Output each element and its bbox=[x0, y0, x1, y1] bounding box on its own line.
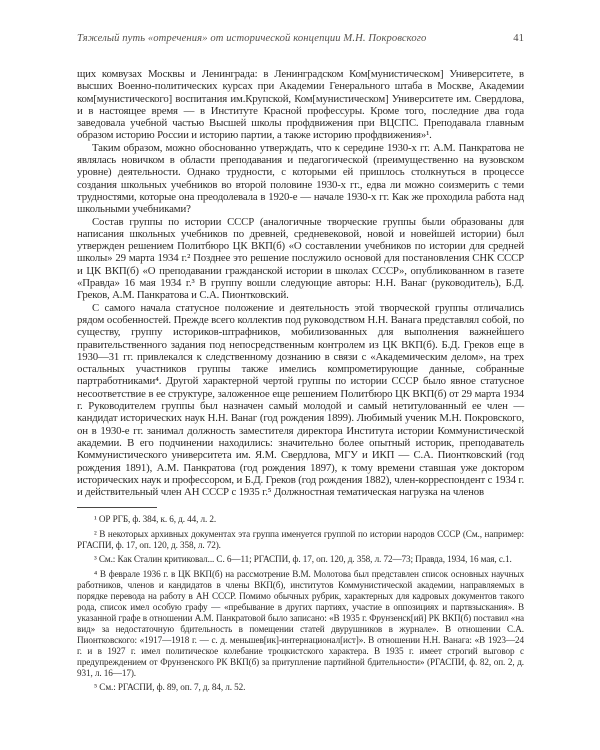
body-paragraph: щих комвузах Москвы и Ленинграда: в Ленинградском Ком[мунистическом] Университете, в высших Военно-политических курсах при Академии Генерального штаба в Москве, Академии ком[мунистического] воспитания им.Крупской, Ком[мунистическом] Университете им. Свердлова, и в настоящее время — в Институте Красной профессуры. Кроме того, последние два года заведовала учебной частью Высшей школы профдвижения при ВЦСПС. Преподавала главным образом историю России и историю партии, а также историю профдвижения»¹. bbox=[77, 68, 524, 142]
footnote: ⁴ В феврале 1936 г. в ЦК ВКП(б) на рассмотрение В.М. Молотова был представлен список основных научных работников, членов и кандидатов в члены ВКП(б), институтов Коммунистической академии, направляемых в порядке перевода на работу в АН СССР. Помимо обычных рубрик, характерных для кадровых документов такого рода, список имел особую графу — «пребывание в других партиях, участие в оппозициях и партвзыскания». В указанной графе в отношении А.М. Панкратовой было записано: «В 1935 г. Фрунзенск[ий] РК ВКП(б) поставил «на вид» за недостаточную бдительность в помещении статей двурушников в журнале». В отношении С.А. Пионтковского: «1917—1918 г. — с. д. меньшев[ик]-интернационал[ист]». В отношении Н.Н. Ванага: «В 1923—24 г. и в 1927 г. имел политическое колебание троцкистского характера. В 1935 г. имеет строгий выговор с предупреждением от Фрунзенского РК ВКП(б) за притупление партийной бдительности» (РГАСПИ, ф. 82, оп. 2, д. 931, л. 16—17). bbox=[77, 568, 524, 678]
running-title: Тяжелый путь «отречения» от исторической концепции М.Н. Покровского bbox=[77, 33, 427, 44]
body-paragraph: Таким образом, можно обоснованно утверждать, что к середине 1930-х гг. А.М. Панкратова не являлась новичком в области преподавания и педагогической (преимущественно на вузовском уровне) деятельности. Однако трудности, с которыми ей пришлось столкнуться в процессе создания школьных учебников во второй половине 1930-х гг., едва ли можно соизмерить с теми трудностями, которые она преодолевала в 1920-е — начале 1930-х гг. Как же проходила работа над школьными учебниками? bbox=[77, 141, 524, 216]
footnote: ³ См.: Как Сталин критиковал... С. 6—11; РГАСПИ, ф. 17, оп. 120, д. 358, л. 72—73; Правда, 1934, 16 мая, с.1. bbox=[94, 554, 512, 565]
article-body bbox=[77, 68, 524, 498]
body-paragraph: Состав группы по истории СССР (аналогичные творческие группы были образованы для написания школьных учебников по древней, средневековой, новой и новейшей истории) был утвержден решением Политбюро ЦК ВКП(б) «О составлении учебников по истории для средней школы» 29 марта 1934 г.² Позднее это решение послужило основой для постановления СНК СССР и ЦК ВКП(б) «О преподавании гражданской истории в школах СССР», опубликованном в газете «Правда» 16 мая 1934 г.³ В группу вошли следующие авторы: Н.Н. Ванаг (руководитель), Б.Д. Греков, А.М. Панкратова и С.А. Пионтковский. bbox=[77, 215, 524, 302]
footnote: ¹ ОР РГБ, ф. 384, к. 6, д. 44, л. 2. bbox=[94, 514, 217, 525]
footnotes-section bbox=[77, 514, 524, 693]
footnote: ⁵ См.: РГАСПИ, ф. 89, оп. 7, д. 84, л. 52. bbox=[94, 682, 246, 693]
footnote: ² В некоторых архивных документах эта группа именуется группой по истории народов СССР (См., например: РГАСПИ, ф. 17, оп. 120, д. 358, л. 72). bbox=[77, 528, 524, 550]
body-paragraph: С самого начала статусное положение и деятельность этой творческой группы отличались рядом особенностей. Прежде всего коллектив под руководством Н.Н. Ванага представлял собой, по существу, группу историков-штрафников, мобилизованных для выполнения важнейшего правительственного задания под непосредственным контролем из ЦК ВКП(б). Б.Д. Греков еще в 1930—31 гг. привлекался к следственному дознанию в связи с «Академическим делом», на трех остальных участников группы также имелись компрометирующие данные, собранные партработниками⁴. Другой характерной чертой группы по истории СССР было явное статусное несоответствие в ее структуре, заложенное еще решением Политбюро ЦК ВКП(б) от 29 марта 1934 г. Руководителем группы был назначен самый молодой и самый нетитулованный ее член — кандидат исторических наук Н.Н. Ванаг (год рождения 1899). Любимый ученик М.Н. Покровского, он в 1930-е гг. занимал должность заместителя директора Института истории Коммунистической академии. В его подчинении находились: значительно более опытный историк, преподаватель Коммунистического университета им. Я.М. Свердлова, МГУ и ИКП — С.А. Пионтковский (год рождения 1891), А.М. Панкратова (год рождения 1897), к тому времени ставшая уже доктором исторических наук и профессором, и Б.Д. Греков (год рождения 1882), член-корреспондент с 1934 г. и действительный член АН СССР с 1935 г.⁵ Должностная тематическая нагрузка на членов bbox=[77, 301, 524, 499]
page-number: 41 bbox=[513, 33, 524, 44]
running-head bbox=[77, 33, 524, 45]
footnote-separator bbox=[77, 507, 157, 508]
